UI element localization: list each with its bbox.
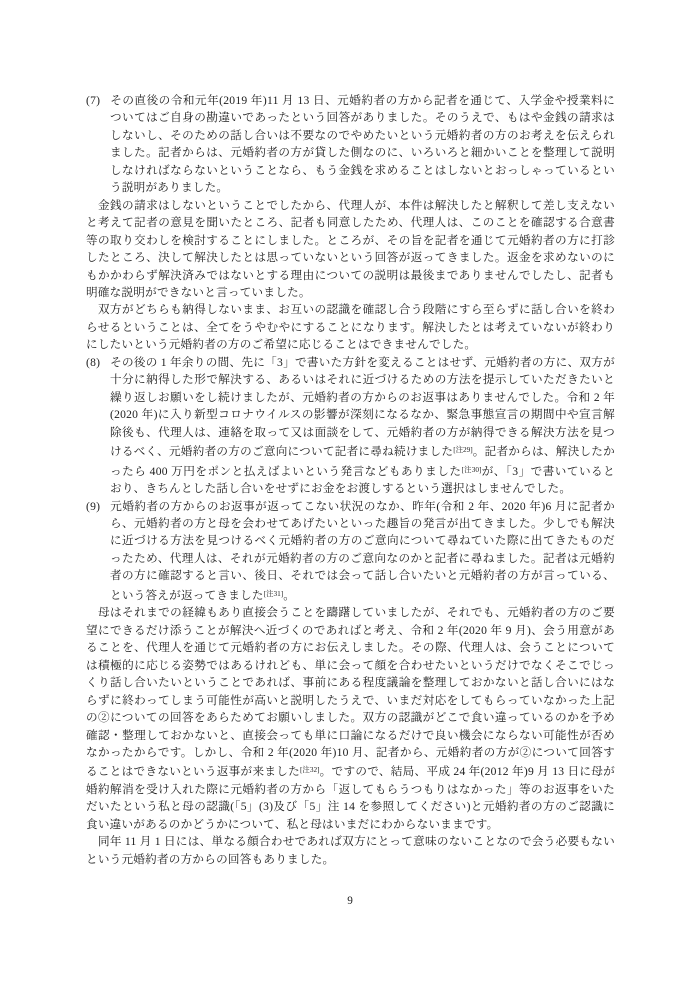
text-run: その直後の令和元年(2019 年)11 月 13 日、元婚約者の方から記者を通じて、入学金や授業料についてはご自身の勘違いであったという回答がありました。そのうえで、もはや金銭の請求はしないし、そのための話し合いは不要なのでやめたいという元婚約者の方のお考えを伝えられました。記者からは、元婚約者の方が貸した側なのに、いろいろと細かいことを整理して説明しなければならないということなら、もう金銭を求めることはしないとおっしゃっているという説明がありました。 [110,94,615,195]
text-run: 。記者からは、解決したかったら 400 万円をポンと払えばよいという発言などもありました [110,445,615,478]
text-run: その後の 1 年余りの間、先に「3」で書いた方針を変えることはせず、元婚約者の方に、双方が十分に納得した形で解決する、あるいはそれに近づけるための方法を提示していただきたいと繰り返しお願いをし続けましたが、元婚約者の方からのお返事はありませんでした。令和 2 年(2020 年)に入り新型コロナウイルスの影響が深刻になるなか、緊急事態宣言の期間中や宣言解除後も、代理人は、連絡を取って又は面談をして、元婚約者の方が納得できる解決方法を見つけるべく、元婚約者の方のご意向について記者に尋ね続けました [110,355,615,459]
paragraph-marker: (7) [86,94,101,107]
paragraph-item-7-sub-2 [86,301,615,353]
text-run: 。 [283,588,296,602]
text-run: が、「3」で書いているとおり、きちんとした話し合いをせずにお金をお渡しするという選択はしませんでした。 [110,464,615,496]
footnote-reference: [注29] [453,445,473,455]
text-run: 金銭の請求はしないということでしたから、代理人が、本件は解決したと解釈して差し支えないと考えて記者の意見を聞いたところ、記者も同意したため、代理人は、このことを確認する合意書等の取り交わしを検討することにしました。ところが、その旨を記者を通じて元婚約者の方に打診したところ、決して解決したとは思っていないという回答が返ってきました。返金を求めないのにもかかわらず解決済みではないとする理由についての説明は最後までありませんでしたし、記者も明確な説明ができないと言っていました。 [86,198,615,299]
text-run: 同年 11 月 1 日には、単なる顔合わせであれば双方にとって意味のないことなので会う必要もないという元婚約者の方からの回答もありました。 [86,835,615,866]
text-run: 双方がどちらも納得しないまま、お互いの認識を確認し合う段階にすら至らずに話し合いを終わらせるということは、全てをうやむやにすることになります。解決したとは考えていないが終わりにしたいという元婚約者の方のご希望に応じることはできませんでした。 [86,303,615,352]
paragraph-item-9 [86,498,615,605]
paragraph-item-8 [86,354,615,498]
footnote-reference: [注31] [263,588,284,598]
paragraph-marker: (8) [86,355,101,369]
document-body [86,92,615,868]
text-run: 。ですので、結局、平成 24 年(2012 年)9 月 13 日に母が婚約解消を受け入れた際に元婚約者の方から「返してもらうつもりはなかった」等のお返事をいただいたという私と母の認識(「5」(3)及び「5」注 14 を参照してください)と元婚約者の方のご認識に食い違いがあるのかどうかについて、私と母はいまだにわからないままです。 [86,765,615,831]
paragraph-item-9-sub-1 [86,604,615,833]
paragraph-item-7-sub-1 [86,197,615,302]
paragraph-marker: (9) [86,499,101,513]
text-run: 母はそれまでの経緯もあり直接会うことを躊躇していましたが、それでも、元婚約者の方のご要望にできるだけ添うことが解決へ近づくのであればと考え、令和 2 年(2020 年 9 月)、会う用意があることを、代理人を通じて元婚約者の方にお伝えしました。その際、代理人は、会うことについては積極的に応じる姿勢ではあるけれども、単に会って顔を合わせたいというだけでなくそこでじっくり話し合いたいということであれば、事前にある程度議論を整理しておかないと話し合いにはならずに終わってしまう可能性が高いと説明したうえで、いまだ対応をしてもらっていなかった上記の②についての回答をあらためてお願いしました。双方の認識がどこで食い違っているのかを予め確認・整理しておかないと、直接会っても単に口論になるだけで良い機会にならない可能性が否めなかったからです。しかし、令和 2 年(2020 年)10 月、記者から、元婚約者の方が②について回答することはできないという返事が来ました [86,606,615,779]
text-run: 元婚約者の方からのお返事が返ってこない状況のなか、昨年(令和 2 年、2020 年)6 月に記者から、元婚約者の方と母を会わせてあげたいといった趣旨の発言が出てきました。少しでも解決に近づける方法を見つけるべく元婚約者の方のご意向について尋ねていた際に出てきたものだったため、代理人は、それが元婚約者の方のご意向なのかと記者に尋ねました。記者は元婚約者の方に確認すると言い、後日、それでは会って話し合いたいと元婚約者の方が言っている、という答えが返ってきました [110,499,615,602]
page-number: 9 [347,895,353,907]
paragraph-item-7 [86,92,615,197]
footnote-reference: [注32] [300,765,320,775]
paragraph-item-9-sub-2 [86,833,615,868]
footnote-reference: [注30] [461,464,482,474]
